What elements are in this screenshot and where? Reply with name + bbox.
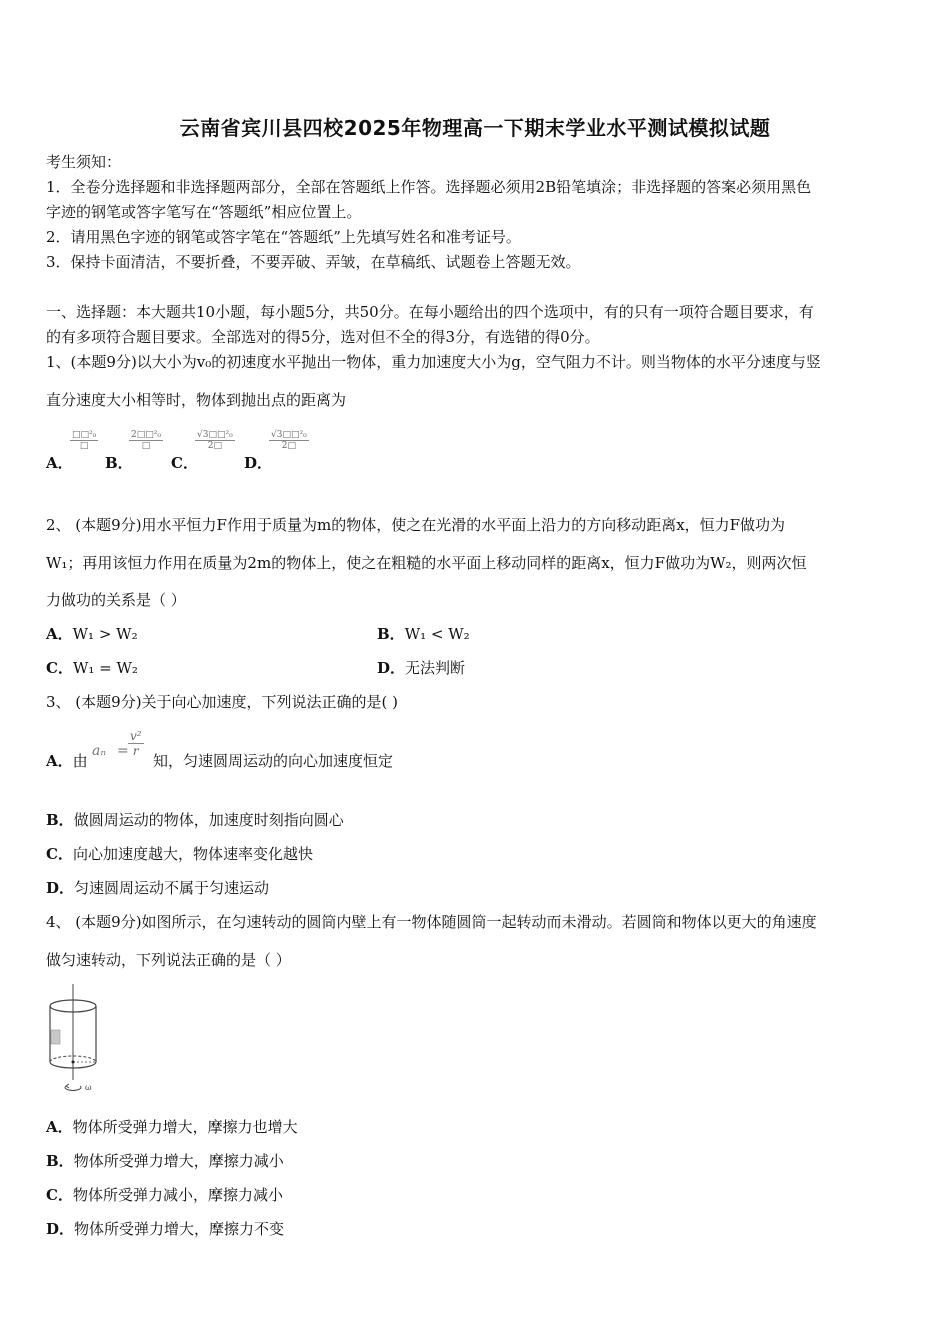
q2-option-a	[46, 624, 138, 644]
option-text: W₁ = W₂	[72, 659, 138, 677]
q1-option-a-formula	[70, 430, 98, 451]
q4-option-b	[46, 1151, 284, 1171]
formula-denominator: r	[132, 744, 139, 758]
option-label: C．	[46, 1186, 73, 1204]
option-label: C．	[46, 659, 73, 677]
option-text: 物体所受弹力增大，摩擦力也增大	[72, 1118, 298, 1136]
option-label: B．	[105, 454, 133, 472]
option-label: B．	[46, 811, 74, 829]
option-text: W₁ < W₂	[404, 625, 470, 643]
option-text: 物体所受弹力增大，摩擦力减小	[73, 1152, 284, 1170]
q3-formula-fraction	[128, 729, 144, 758]
page-title: 云南省宾川县四校2025年物理高一下期末学业水平测试模拟试题	[179, 116, 771, 140]
q2-stem: 2、 (本题9分)用水平恒力F作用于质量为m的物体，使之在光滑的水平面上沿力的方向移动距离x，恒力F做功为	[46, 516, 786, 534]
block-object	[51, 1030, 60, 1044]
option-label: D．	[46, 1220, 75, 1238]
q4-option-d	[46, 1219, 284, 1239]
option-label: B．	[46, 1152, 74, 1170]
option-text: 匀速圆周运动不属于匀速运动	[74, 879, 270, 897]
q3-stem: 3、 (本题9分)关于向心加速度，下列说法正确的是( )	[46, 693, 399, 711]
q3-option-b	[46, 810, 344, 830]
option-label: D．	[244, 454, 273, 472]
option-label: B．	[377, 625, 405, 643]
q2-option-d	[377, 658, 465, 678]
formula-denominator: □	[79, 441, 89, 451]
q3-option-d	[46, 878, 269, 898]
section-heading: 一、选择题：本大题共10小题，每小题5分，共50分。在每小题给出的四个选项中，有的只有一项符合题目要求，有	[46, 303, 814, 321]
q1-option-c	[171, 453, 198, 473]
option-text: 物体所受弹力增大，摩擦力不变	[74, 1220, 285, 1238]
q4-stem: 4、 (本题9分)如图所示，在匀速转动的圆筒内壁上有一物体随圆筒一起转动而未滑动。若圆筒和物体以更大的角速度	[46, 913, 817, 931]
formula-denominator: □	[141, 441, 151, 451]
q4-option-c	[46, 1185, 283, 1205]
q1-option-d-formula	[269, 430, 309, 451]
formula-denominator: 2□	[207, 441, 222, 451]
option-label: A．	[46, 1118, 73, 1136]
option-label: D．	[377, 659, 406, 677]
option-text: 做圆周运动的物体，加速度时刻指向圆心	[73, 811, 344, 829]
q1-option-a	[46, 453, 73, 473]
formula-numerator: □□²₀	[72, 430, 97, 440]
formula-numerator: 2□□²₀	[131, 430, 161, 440]
omega-label: ω	[85, 1083, 92, 1092]
section-heading: 的有多项符合题目要求。全部选对的得5分，选对但不全的得3分，有选错的得0分。	[46, 328, 600, 346]
q4-option-a	[46, 1117, 298, 1137]
q2-stem: W₁；再用该恒力作用在质量为2m的物体上，使之在粗糙的水平面上移动同样的距离x，恒力F做功为W₂，则两次恒	[46, 554, 807, 572]
arrow-head-icon	[66, 1084, 69, 1088]
option-text: W₁ > W₂	[72, 625, 138, 643]
option-text: 物体所受弹力减小，摩擦力减小	[72, 1186, 283, 1204]
option-label: A．	[46, 752, 73, 770]
option-label: C．	[171, 454, 198, 472]
notice-heading: 考生须知：	[46, 153, 122, 171]
q1-option-b	[105, 453, 133, 473]
q1-stem: 1、(本题9分)以大小为v₀的初速度水平抛出一物体，重力加速度大小为g，空气阻力不计。则当物体的水平分速度与竖	[46, 353, 821, 371]
option-text: 由	[72, 752, 88, 770]
q2-option-c	[46, 658, 138, 678]
q3-option-a	[46, 751, 88, 771]
option-label: C．	[46, 845, 73, 863]
q1-stem: 直分速度大小相等时，物体到抛出点的距离为	[46, 391, 347, 409]
notice-line: 1．全卷分选择题和非选择题两部分，全部在答题纸上作答。选择题必须用2B铅笔填涂；非选择题的答案必须用黑色	[46, 178, 812, 196]
formula-equals: =	[117, 743, 129, 759]
option-label: A．	[46, 625, 73, 643]
formula-numerator: √3□□²₀	[271, 430, 307, 440]
option-text: 无法判断	[405, 659, 466, 677]
center-dot	[72, 1061, 75, 1064]
notice-line: 2．请用黑色字迹的钢笔或答字笔在“答题纸”上先填写姓名和准考证号。	[46, 228, 521, 246]
q1-option-b-formula	[129, 430, 163, 451]
q1-option-d	[244, 453, 272, 473]
option-text: 向心加速度越大，物体速率变化越快	[72, 845, 313, 863]
formula-denominator: 2□	[281, 441, 296, 451]
q1-option-c-formula	[195, 430, 235, 451]
formula-numerator: √3□□²₀	[197, 430, 233, 440]
option-label: A．	[46, 454, 73, 472]
option-label: D．	[46, 879, 75, 897]
q4-stem: 做匀速转动，下列说法正确的是（ ）	[46, 951, 291, 969]
formula-numerator: v²	[130, 729, 142, 743]
notice-line: 字迹的钢笔或答字笔写在“答题纸”相应位置上。	[46, 203, 362, 221]
q2-stem: 力做功的关系是（ ）	[46, 591, 186, 609]
q3-option-c	[46, 844, 313, 864]
q2-option-b	[377, 624, 470, 644]
notice-line: 3．保持卡面清洁，不要折叠，不要弄破、弄皱，在草稿纸、试题卷上答题无效。	[46, 253, 581, 271]
q3-option-a-text: 知，匀速圆周运动的向心加速度恒定	[153, 752, 394, 770]
formula-lhs: aₙ	[92, 743, 107, 759]
rotating-cylinder-figure	[44, 982, 104, 1097]
